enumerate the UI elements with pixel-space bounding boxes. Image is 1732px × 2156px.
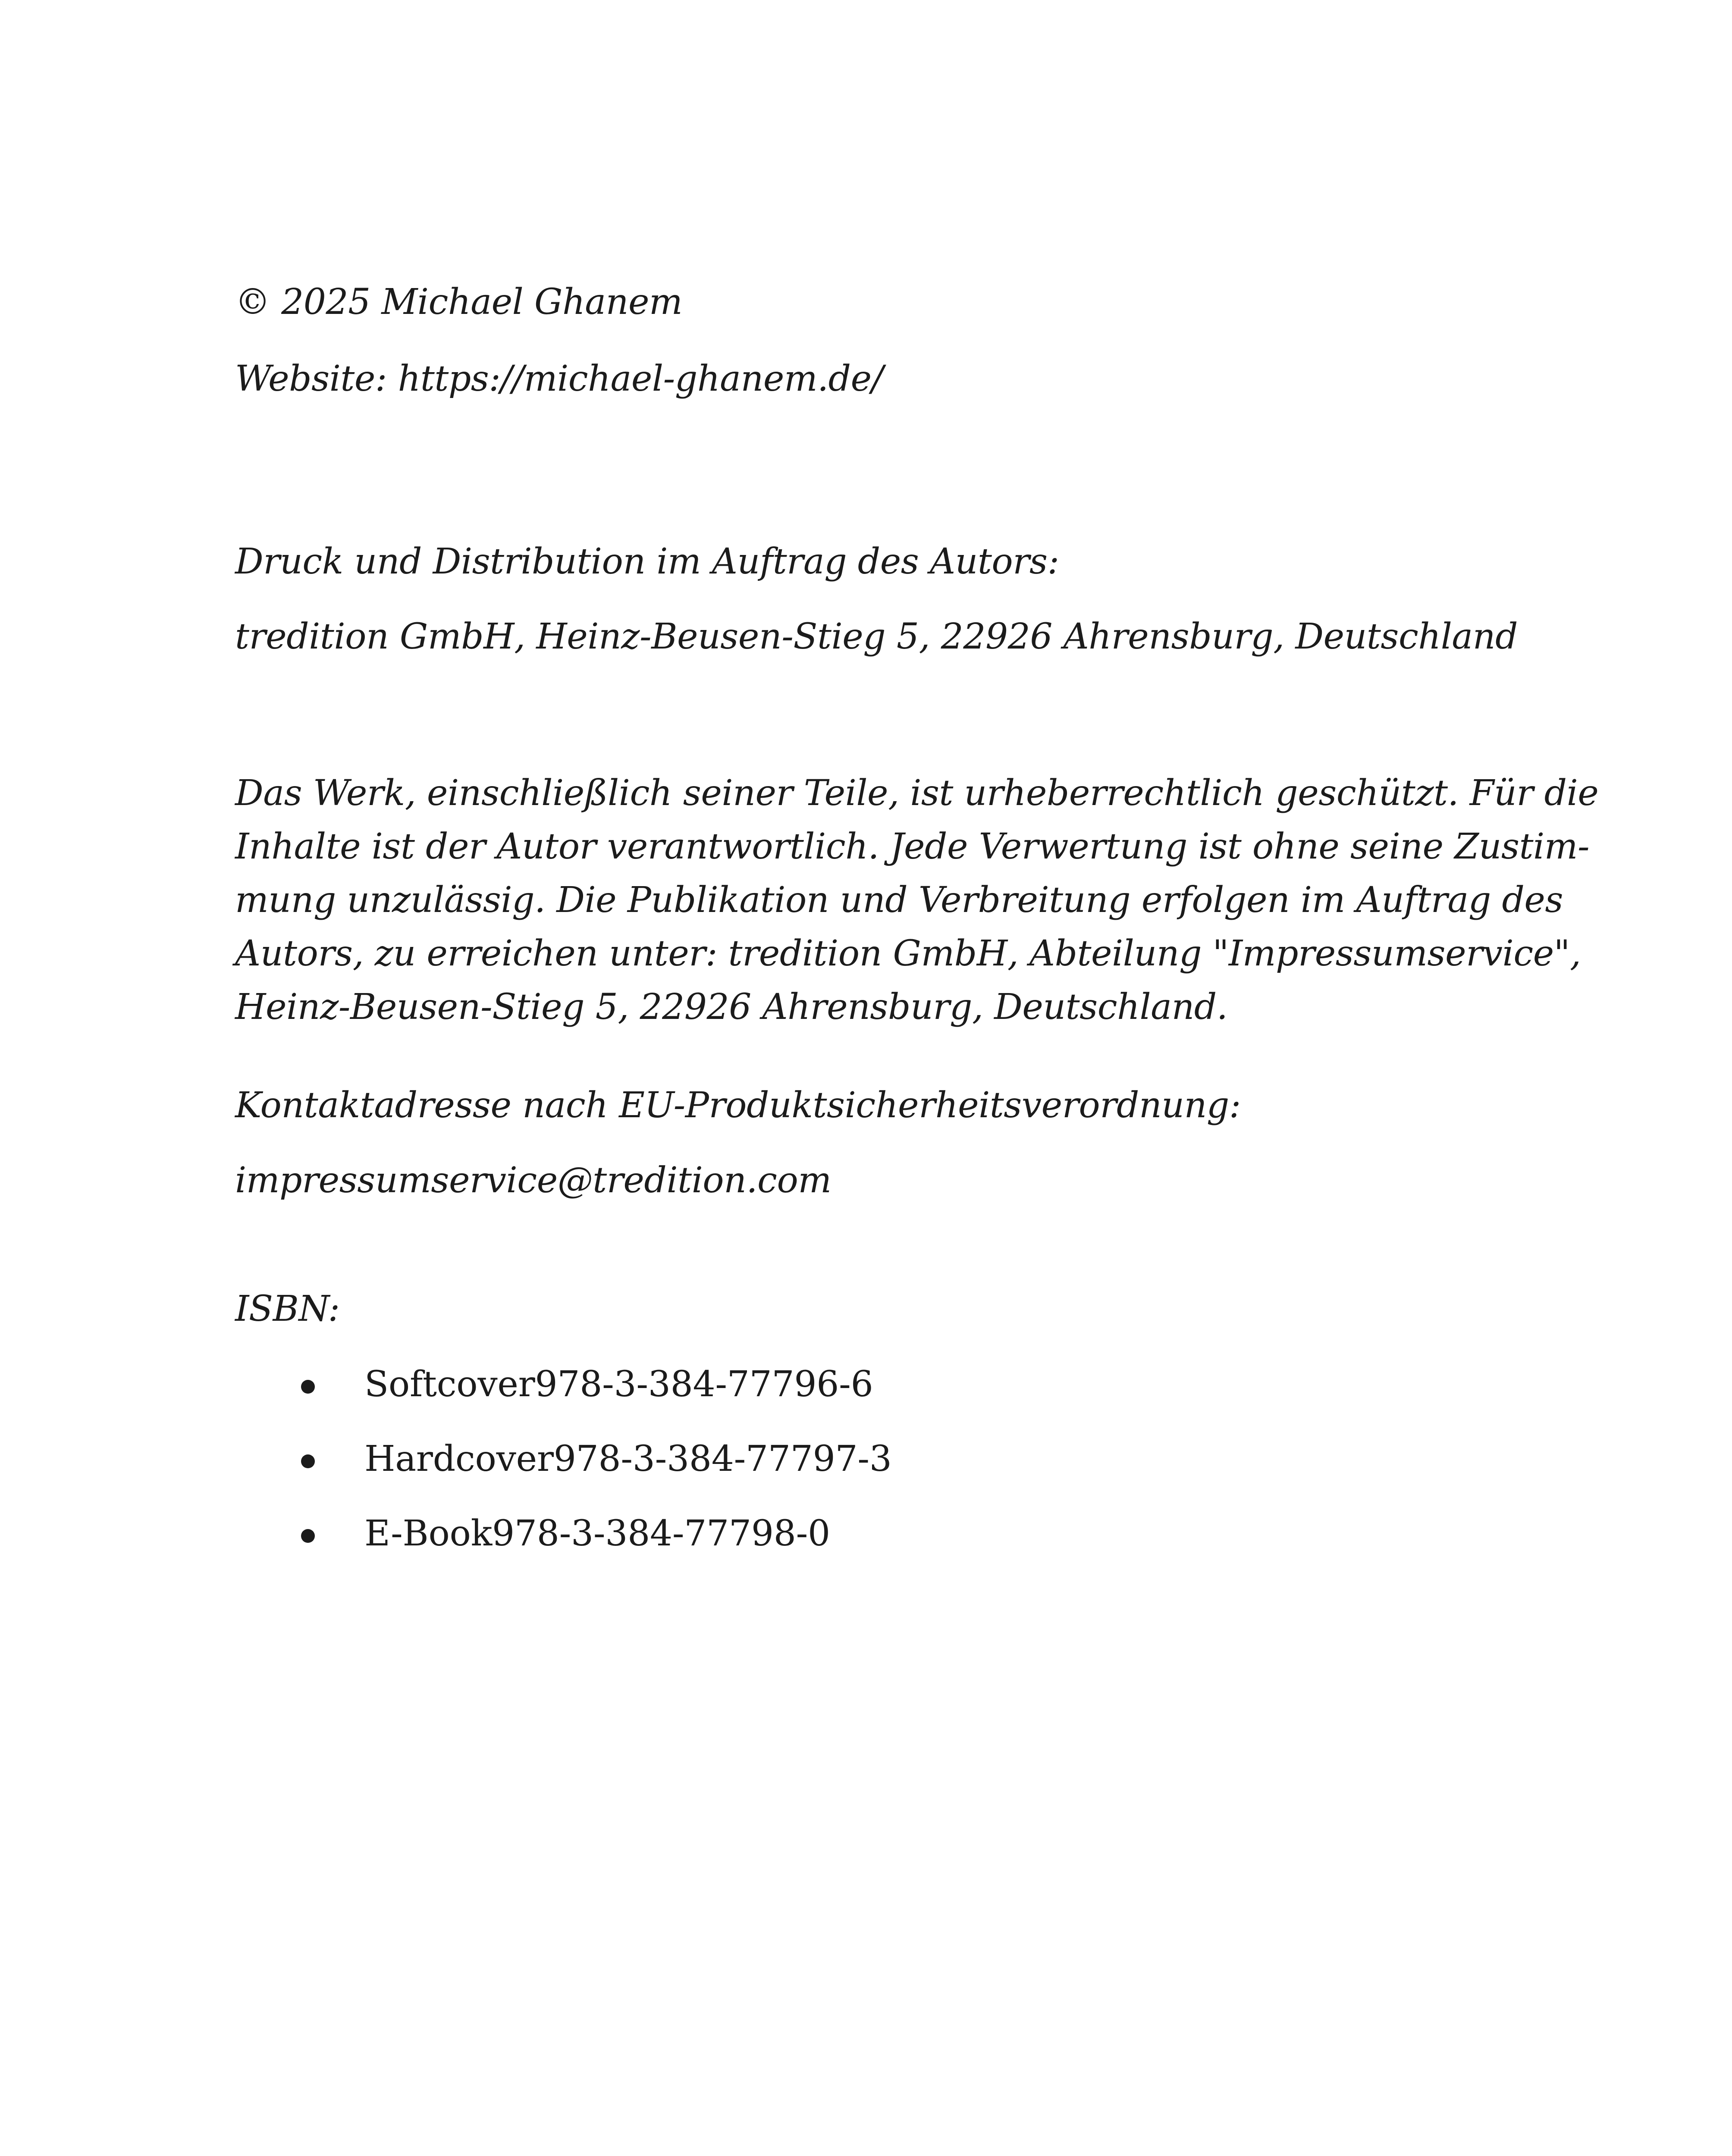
legal-line: Heinz-Beusen-Stieg 5, 22926 Ahrensburg, Deutschland. xyxy=(235,987,1228,1028)
bullet-icon xyxy=(301,1454,315,1468)
isbn-softcover: Softcover978-3-384-77796-6 xyxy=(364,1364,873,1405)
list-item xyxy=(0,1364,1732,1414)
legal-line: Inhalte ist der Autor verantwortlich. Jede Verwertung ist ohne seine Zustim- xyxy=(235,826,1590,867)
bullet-icon xyxy=(301,1380,315,1394)
list-item xyxy=(0,1438,1732,1489)
contact-email: impressumservice@tredition.com xyxy=(235,1160,831,1201)
list-item xyxy=(0,1513,1732,1564)
isbn-label: ISBN: xyxy=(235,1288,340,1329)
legal-line: mung unzulässig. Die Publikation und Verbreitung erfolgen im Auftrag des xyxy=(235,880,1563,921)
legal-line: Autors, zu erreichen unter: tredition GmbH, Abteilung "Impressumservice", xyxy=(235,933,1581,974)
isbn-hardcover: Hardcover978-3-384-77797-3 xyxy=(364,1438,892,1479)
legal-notice xyxy=(235,767,1599,1034)
website-line: Website: https://michael-ghanem.de/ xyxy=(235,358,883,399)
print-heading: Druck und Distribution im Auftrag des Autors: xyxy=(235,541,1059,582)
legal-line: Das Werk, einschließlich seiner Teile, ist urheberrechtlich geschützt. Für die xyxy=(235,773,1599,814)
copyright-line: © 2025 Michael Ghanem xyxy=(235,282,683,323)
isbn-ebook: E-Book978-3-384-77798-0 xyxy=(364,1513,830,1554)
publisher-address: tredition GmbH, Heinz-Beusen-Stieg 5, 22926 Ahrensburg, Deutschland xyxy=(235,616,1518,657)
contact-heading: Kontaktadresse nach EU-Produktsicherheitsverordnung: xyxy=(235,1085,1241,1126)
bullet-icon xyxy=(301,1529,315,1543)
